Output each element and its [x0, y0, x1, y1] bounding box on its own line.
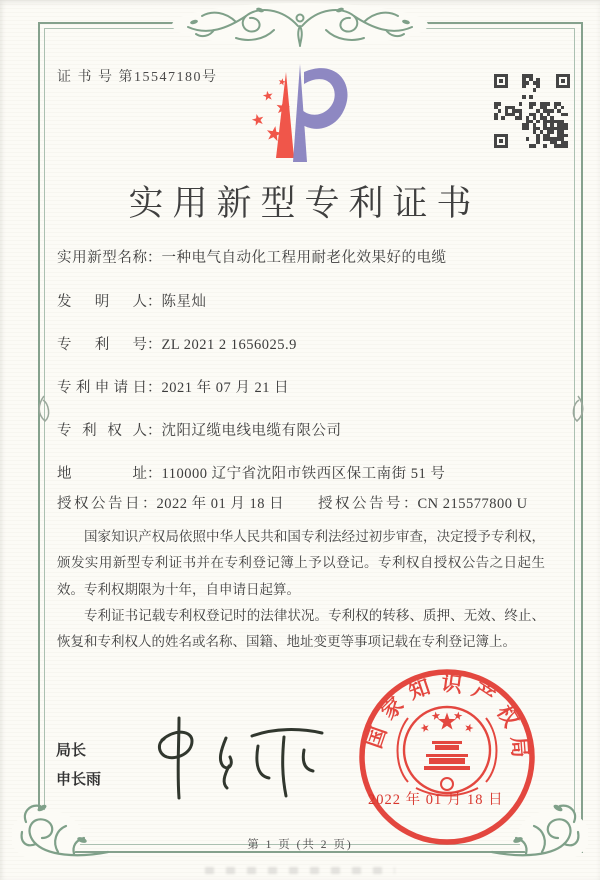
page-footer: 第 1 页 (共 2 页) — [247, 839, 353, 851]
commissioner-name: 申长雨 — [56, 771, 102, 789]
field-colon: ： — [147, 294, 162, 310]
qr-finder-bottom-left — [494, 134, 508, 148]
commissioner-title: 局长 — [56, 742, 87, 759]
field-label: 专利号 — [57, 337, 147, 353]
legal-paragraph-1: 国家知识产权局依照中华人民共和国专利法经过初步审查，决定授予专利权，颁发实用新型专利证书并在专利登记簿上予以登记。专利权自授权公告之日起生效。专利权期限为十年，自申请日起算。 — [57, 529, 545, 597]
field-value: ZL 2021 2 1656025.9 — [161, 337, 297, 353]
qr-finder-top-right — [556, 74, 570, 88]
certificate-title: 实用新型专利证书 — [128, 184, 481, 223]
field-address — [57, 462, 445, 483]
field-value: 一种电气自动化工程用耐老化效果好的电缆 — [161, 250, 447, 266]
field-grant-date — [57, 492, 284, 513]
legal-text — [57, 524, 545, 656]
field-patent-number — [57, 333, 297, 354]
field-utility-model-name — [57, 246, 447, 267]
qr-code — [494, 72, 570, 150]
seal-date: 2022 年 01 月 18 日 — [368, 792, 504, 808]
field-colon: ： — [147, 380, 162, 396]
field-colon: ： — [142, 496, 157, 512]
official-seal — [352, 662, 542, 852]
field-label: 地址 — [57, 466, 147, 482]
certificate-number: 证 书 号 第15547180号 — [57, 70, 218, 85]
seal-circular-text: 国家知识产权局 — [361, 670, 533, 768]
legal-paragraph-2: 专利证书记载专利权登记时的法律状况。专利权的转移、质押、无效、终止、恢复和专利权人的姓名或名称、国籍、地址变更等事项记载在专利登记簿上。 — [57, 607, 545, 650]
field-value: 2022 年 01 月 18 日 — [156, 496, 285, 512]
qr-finder-top-left — [494, 74, 508, 88]
field-label: 专利申请日 — [57, 380, 147, 396]
field-value: 110000 辽宁省沈阳市铁西区保工南街 51 号 — [161, 466, 446, 482]
field-colon: ： — [403, 496, 418, 512]
field-colon: ： — [147, 337, 162, 353]
commissioner-signature — [132, 706, 347, 811]
field-label: 授权公告号 — [318, 496, 403, 512]
field-colon: ： — [147, 466, 162, 482]
field-value: 2021 年 07 月 21 日 — [161, 380, 290, 396]
field-label: 专利权人 — [57, 423, 147, 439]
page-bleed-through — [205, 867, 395, 874]
field-value: CN 215577800 U — [417, 496, 528, 512]
commissioner-block — [56, 736, 101, 795]
field-colon: ： — [147, 250, 162, 266]
field-label: 授权公告日 — [57, 496, 142, 512]
field-value: 沈阳辽缆电线电缆有限公司 — [161, 423, 342, 439]
field-colon: ： — [147, 423, 162, 439]
field-grant-number — [318, 492, 528, 513]
field-inventor — [57, 290, 207, 311]
field-label: 发明人 — [57, 294, 147, 310]
field-filing-date — [57, 376, 289, 397]
field-value: 陈星灿 — [161, 294, 207, 310]
field-patentee — [57, 419, 342, 440]
cnipa-logo — [238, 58, 358, 168]
national-emblem — [398, 707, 497, 796]
field-label: 实用新型名称 — [57, 250, 147, 266]
